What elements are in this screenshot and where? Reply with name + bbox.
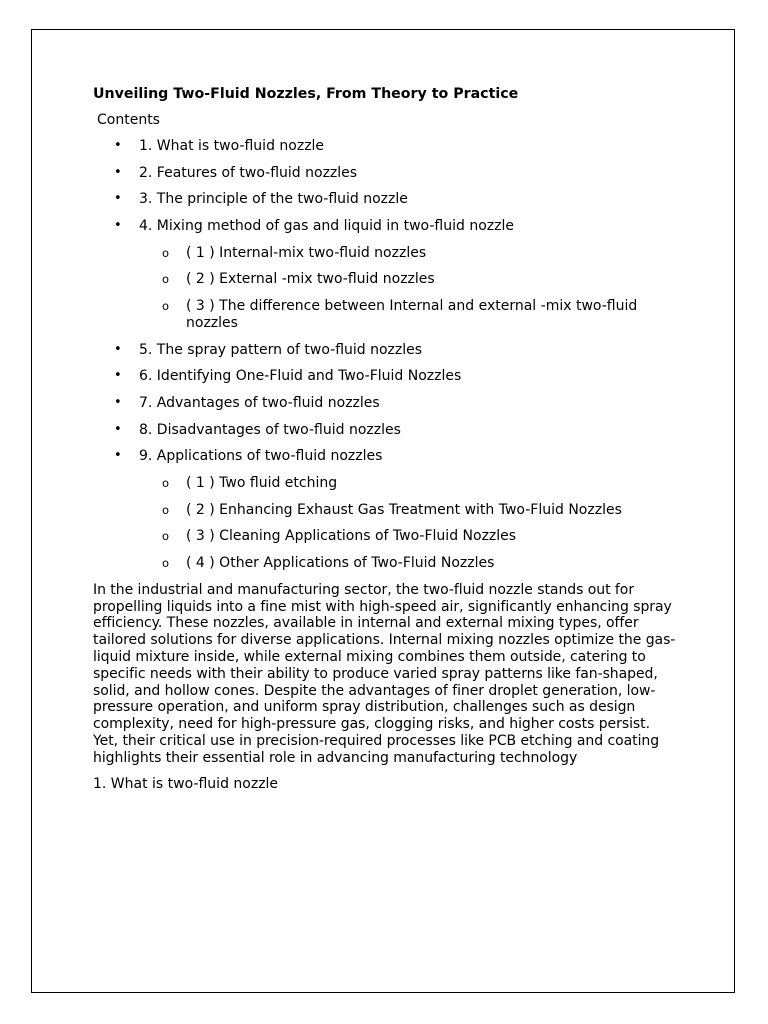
toc-item[interactable]: [93, 165, 678, 182]
toc-item[interactable]: [93, 448, 678, 572]
toc-item[interactable]: [93, 395, 678, 412]
sub-bullet-icon: o: [162, 245, 170, 260]
sub-bullet-icon: o: [162, 529, 170, 544]
bullet-icon: •: [114, 394, 122, 410]
toc-item-label: 3. The principle of the two-fluid nozzle: [139, 191, 408, 208]
toc-subitem[interactable]: [139, 555, 678, 572]
toc-subitem-label: ( 2 ) External -mix two-fluid nozzles: [186, 271, 435, 288]
sub-bullet-icon: o: [162, 476, 170, 491]
toc-item-label: 9. Applications of two-fluid nozzles: [139, 448, 383, 465]
bullet-icon: •: [114, 341, 122, 357]
toc-sublist: [139, 245, 678, 332]
toc-subitem-label: ( 4 ) Other Applications of Two-Fluid Nozzles: [186, 555, 495, 572]
intro-paragraph: In the industrial and manufacturing sector, the two-fluid nozzle stands out for propelling liquids into a fine mist with high-speed air, significantly enhancing spray efficiency. These nozzles, available in internal and external mixing types, offer tailored solutions for diverse applications. Internal mixing nozzles optimize the gas-liquid mixture inside, while external mixing combines them outside, catering to specific needs with their ability to produce varied spray patterns like fan-shaped, solid, and hollow cones. Despite the advantages of finer droplet generation, low-pressure operation, and uniform spray distribution, challenges such as design complexity, need for high-pressure gas, clogging risks, and higher costs persist. Yet, their critical use in precision-required processes like PCB etching and coating highlights their essential role in advancing manufacturing technology: [93, 581, 676, 766]
toc-item[interactable]: [93, 342, 678, 359]
bullet-icon: •: [114, 191, 122, 207]
document-title: Unveiling Two-Fluid Nozzles, From Theory to Practice: [93, 86, 519, 102]
toc-subitem[interactable]: [139, 502, 678, 519]
toc-item-label: 7. Advantages of two-fluid nozzles: [139, 394, 380, 411]
toc-subitem[interactable]: [139, 475, 678, 492]
bullet-icon: •: [114, 164, 122, 180]
contents-heading: Contents: [97, 112, 160, 128]
toc-subitem[interactable]: [139, 298, 678, 332]
toc-item-label: 1. What is two-fluid nozzle: [139, 138, 325, 154]
toc-subitem-label: ( 2 ) Enhancing Exhaust Gas Treatment with Two-Fluid Nozzles: [186, 501, 622, 518]
toc-item-label: 5. The spray pattern of two-fluid nozzles: [139, 341, 423, 358]
toc-subitem[interactable]: [139, 245, 678, 262]
bullet-icon: •: [114, 421, 122, 437]
toc-subitem[interactable]: [139, 528, 678, 545]
sub-bullet-icon: o: [162, 556, 170, 571]
toc-subitem-label: ( 1 ) Two fluid etching: [186, 475, 338, 492]
toc-item[interactable]: [93, 218, 678, 332]
bullet-icon: •: [114, 218, 122, 234]
toc-item[interactable]: [93, 368, 678, 385]
toc-sublist: [139, 475, 678, 572]
toc-item-label: 2. Features of two-fluid nozzles: [139, 164, 358, 181]
toc-subitem-label: ( 3 ) Cleaning Applications of Two-Fluid Nozzles: [186, 528, 517, 545]
toc-subitem-label: ( 3 ) The difference between Internal and external -mix two-fluid nozzles: [186, 298, 638, 331]
toc-item[interactable]: [93, 422, 678, 439]
section-heading: 1. What is two-fluid nozzle: [93, 775, 279, 792]
sub-bullet-icon: o: [162, 272, 170, 287]
toc-item[interactable]: [93, 191, 678, 208]
toc-subitem-label: ( 1 ) Internal-mix two-fluid nozzles: [186, 244, 427, 261]
toc-item[interactable]: [93, 138, 678, 155]
toc-item-label: 6. Identifying One-Fluid and Two-Fluid Nozzles: [139, 368, 462, 385]
bullet-icon: •: [114, 368, 122, 384]
table-of-contents: [93, 138, 678, 572]
bullet-icon: •: [114, 138, 122, 153]
sub-bullet-icon: o: [162, 502, 170, 517]
document-content: [93, 86, 678, 792]
bullet-icon: •: [114, 448, 122, 464]
toc-item-label: 8. Disadvantages of two-fluid nozzles: [139, 421, 401, 438]
sub-bullet-icon: o: [162, 299, 170, 314]
toc-subitem[interactable]: [139, 271, 678, 288]
toc-item-label: 4. Mixing method of gas and liquid in two-fluid nozzle: [139, 218, 514, 235]
